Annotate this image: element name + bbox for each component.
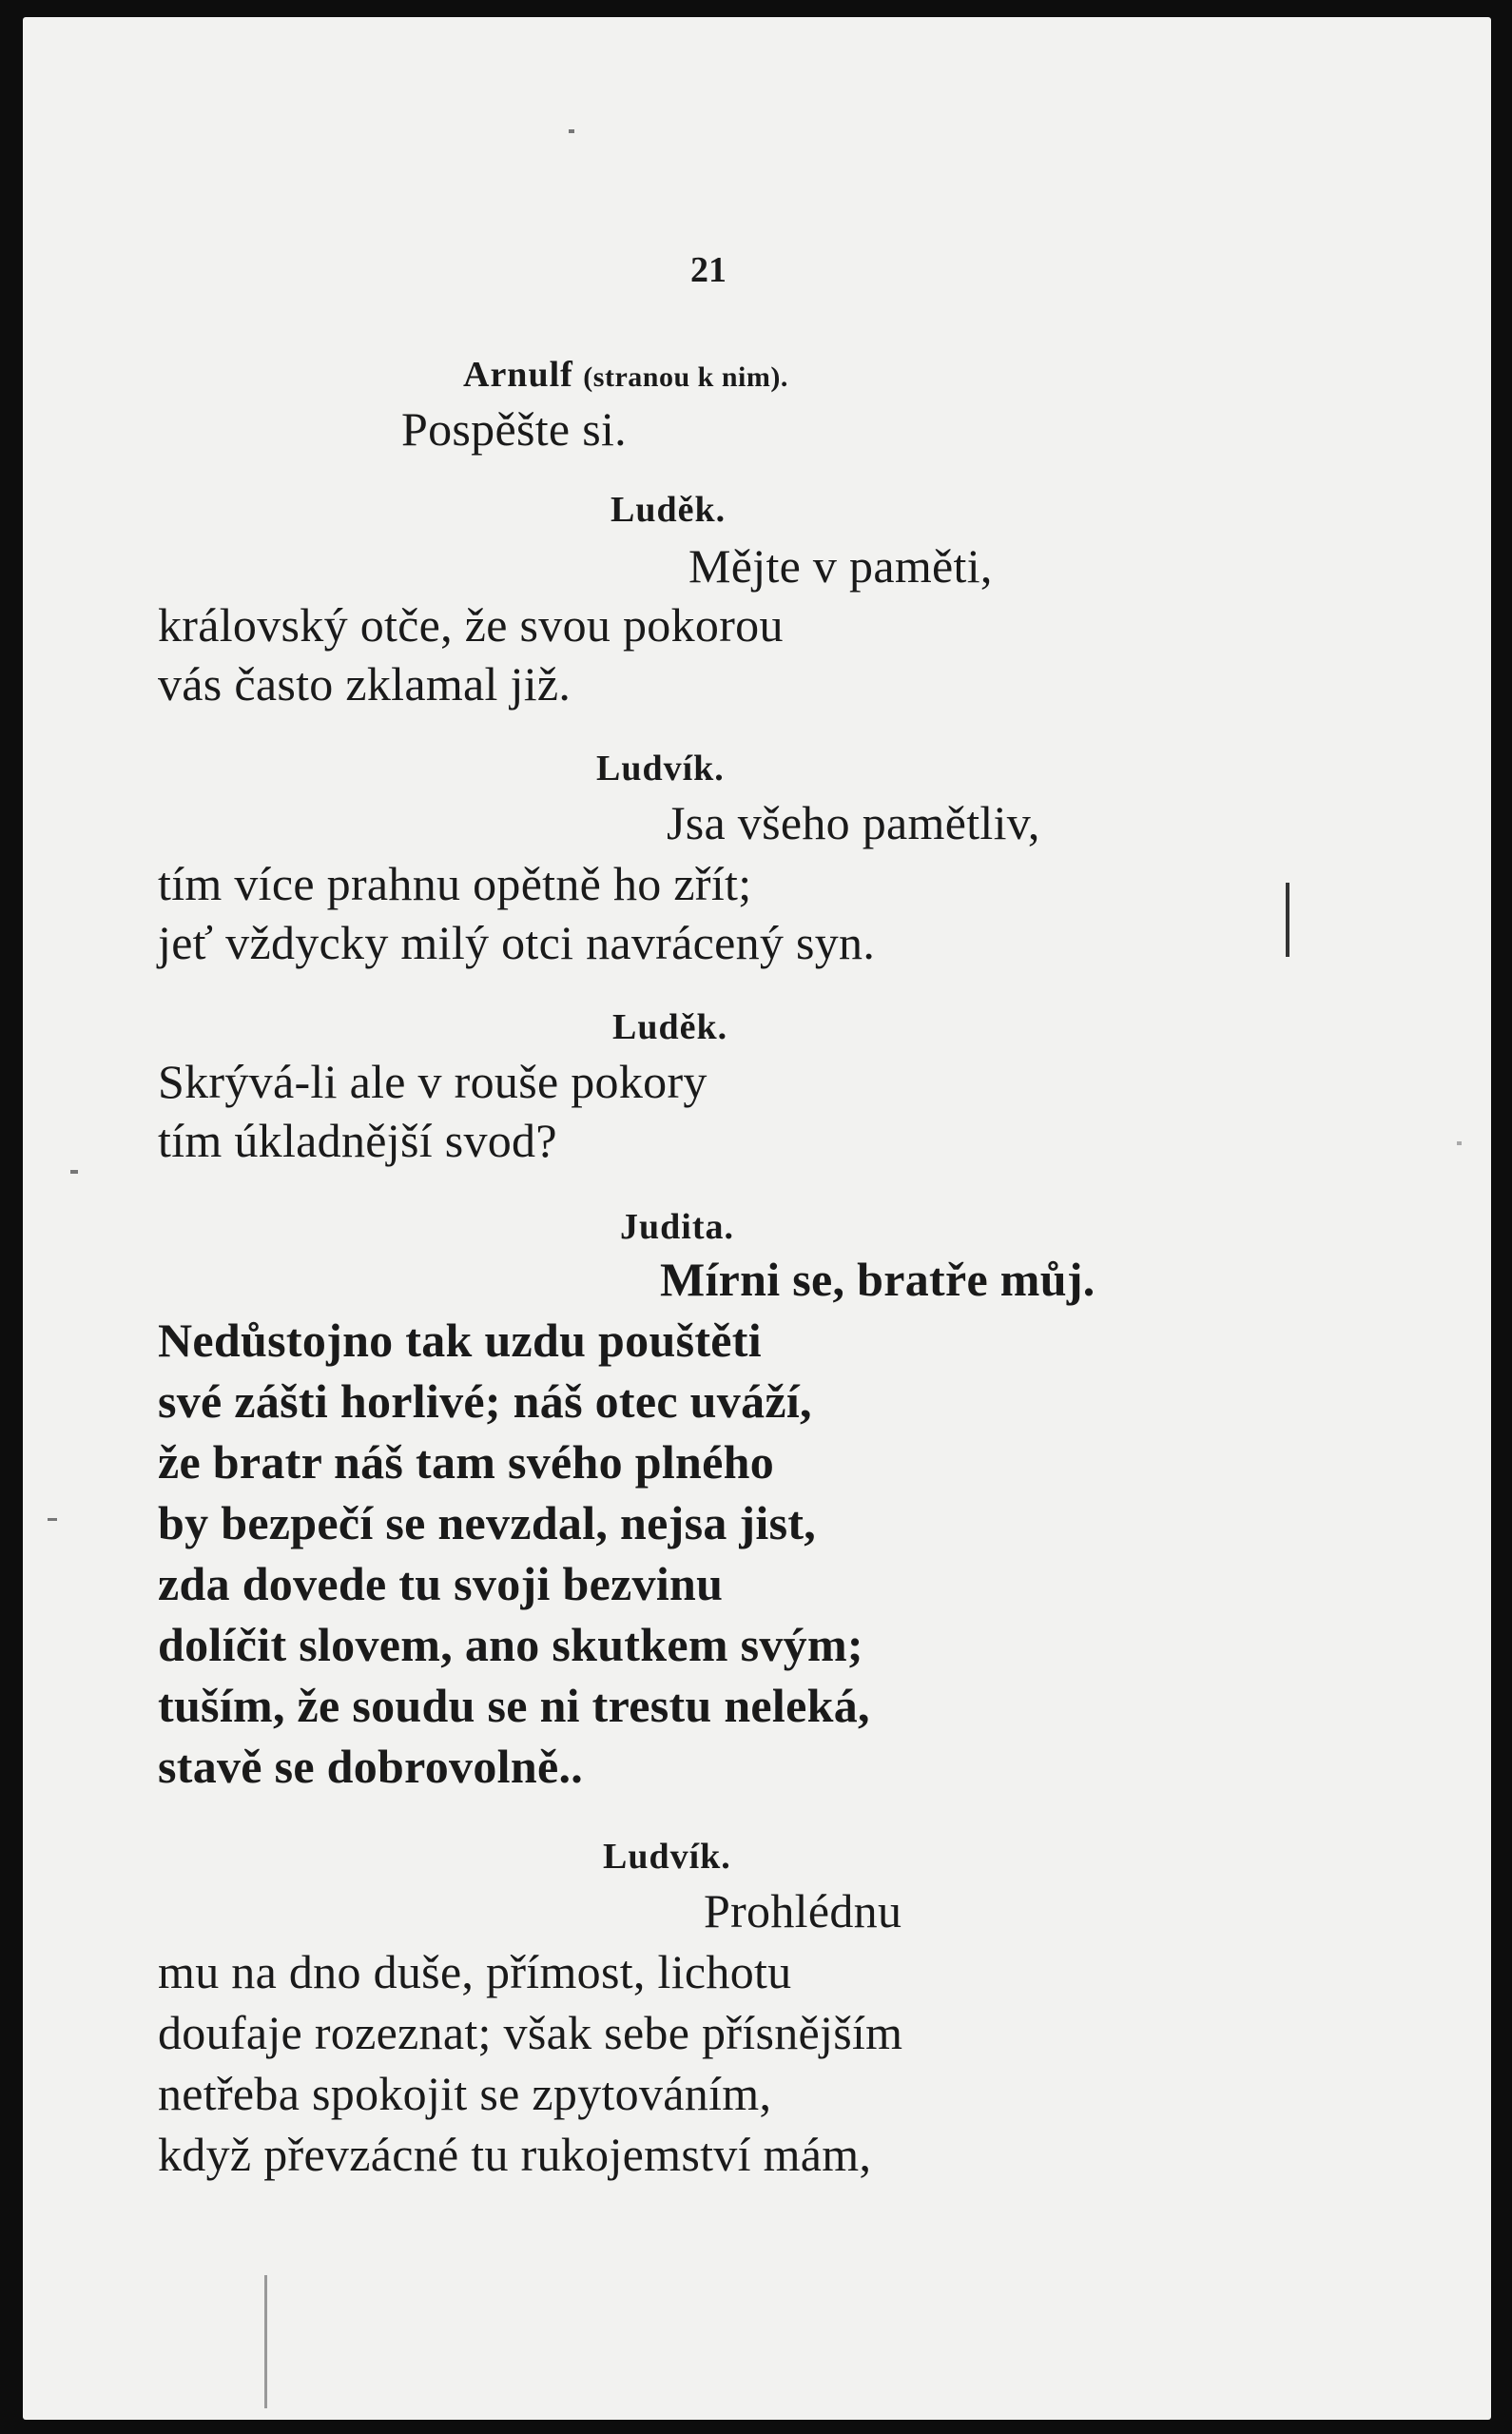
- scan-speck: [70, 1170, 78, 1174]
- scan-speck: [48, 1518, 57, 1521]
- book-page: [23, 17, 1491, 2420]
- scan-speck: [569, 129, 574, 133]
- verse-line: své zášti horlivé; náš otec uváží,: [158, 1374, 812, 1428]
- verse-line: mu na dno duše, přímost, lichotu: [158, 1945, 792, 1998]
- verse-line: Jsa všeho pamětliv,: [667, 796, 1040, 849]
- verse-line: stavě se dobrovolně..: [158, 1740, 584, 1793]
- verse-line: Pospěšte si.: [401, 402, 627, 456]
- verse-line: netřeba spokojit se zpytováním,: [158, 2067, 772, 2120]
- verse-line: tím více prahnu opětně ho zřít;: [158, 857, 752, 910]
- speaker-name: Arnulf: [463, 355, 573, 395]
- speaker-heading-ludek: Luděk.: [612, 1007, 728, 1047]
- verse-line: by bezpečí se nevzdal, nejsa jist,: [158, 1496, 817, 1549]
- verse-line: tuším, že soudu se ni trestu neleká,: [158, 1679, 870, 1732]
- speaker-heading-ludvik: Ludvík.: [596, 749, 725, 789]
- verse-line: doufaje rozeznat; však sebe přísnějším: [158, 2006, 903, 2059]
- verse-line: dolíčit slovem, ano skutkem svým;: [158, 1618, 863, 1671]
- verse-line: zda dovede tu svoji bezvinu: [158, 1557, 724, 1610]
- verse-line: Nedůstojno tak uzdu pouštěti: [158, 1314, 762, 1367]
- verse-line: Mírni se, bratře můj.: [660, 1253, 1095, 1306]
- scan-mark: [264, 2275, 267, 2408]
- verse-line: tím úkladnější svod?: [158, 1114, 557, 1167]
- speaker-heading-ludek: Luděk.: [611, 490, 727, 530]
- verse-line: že bratr náš tam svého plného: [158, 1435, 775, 1489]
- scan-speck: [1457, 1141, 1462, 1145]
- verse-line: Prohlédnu: [704, 1884, 902, 1937]
- verse-line: královský otče, že svou pokorou: [158, 598, 784, 652]
- speaker-heading-ludvik: Ludvík.: [603, 1837, 731, 1877]
- scan-mark: [1286, 883, 1289, 957]
- speaker-heading-arnulf: [463, 354, 788, 396]
- stage-direction: (stranou k nim).: [583, 361, 788, 393]
- page-number: 21: [690, 250, 727, 290]
- verse-line: jeť vždycky milý otci navrácený syn.: [158, 916, 876, 969]
- verse-line: když převzácné tu rukojemství mám,: [158, 2128, 872, 2181]
- verse-line: Mějte v paměti,: [688, 539, 993, 593]
- speaker-heading-judita: Judita.: [620, 1207, 734, 1247]
- verse-line: Skrývá-li ale v rouše pokory: [158, 1055, 708, 1108]
- verse-line: vás často zklamal již.: [158, 657, 572, 711]
